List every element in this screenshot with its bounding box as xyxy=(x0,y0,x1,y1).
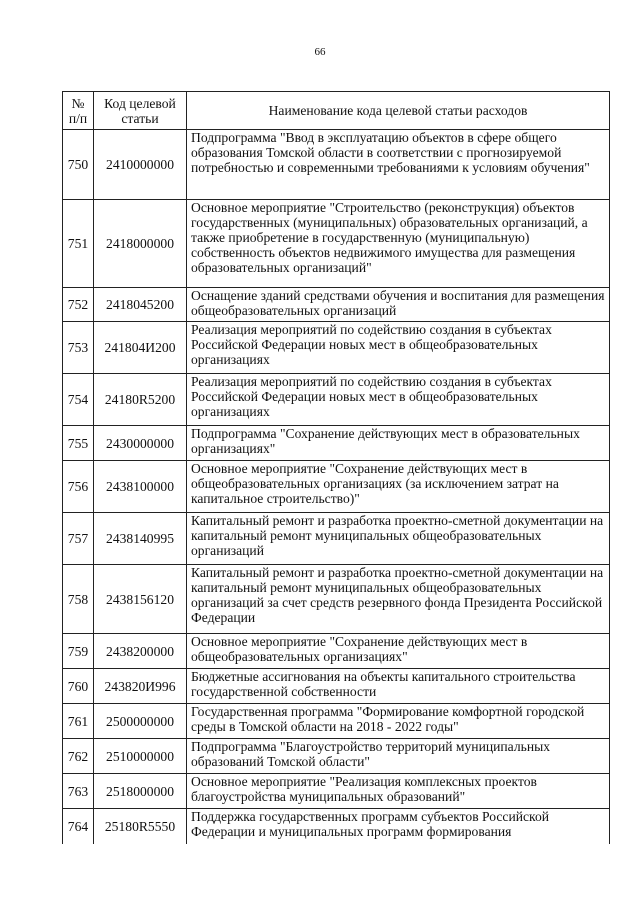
table-row xyxy=(63,809,610,844)
target-codes-table xyxy=(62,91,610,844)
row-num: 759 xyxy=(63,634,94,669)
row-code: 2500000000 xyxy=(94,704,187,739)
row-code: 2430000000 xyxy=(94,426,187,461)
row-name: Подпрограмма "Сохранение действующих мест в образовательных организациях" xyxy=(187,426,610,461)
row-num: 750 xyxy=(63,130,94,200)
row-code: 2438140995 xyxy=(94,513,187,565)
row-name: Основное мероприятие "Строительство (реконструкция) объектов государственных (муниципальных) образовательных организаций, а также приобретение в государственную (муниципальную) собственность объектов недвижимого имущества для размещения образовательных организаций" xyxy=(187,200,610,288)
table-row xyxy=(63,565,610,634)
row-name: Основное мероприятие "Реализация комплексных проектов благоустройства муниципальных образований" xyxy=(187,774,610,809)
table-row xyxy=(63,288,610,322)
row-num: 764 xyxy=(63,809,94,844)
row-code: 2418000000 xyxy=(94,200,187,288)
row-name: Подпрограмма "Благоустройство территорий муниципальных образований Томской области" xyxy=(187,739,610,774)
row-code: 24180R5200 xyxy=(94,374,187,426)
row-name: Реализация мероприятий по содействию создания в субъектах Российской Федерации новых мест в общеобразовательных организациях xyxy=(187,374,610,426)
row-name: Поддержка государственных программ субъектов Российской Федерации и муниципальных программ формирования xyxy=(187,809,610,844)
table-row xyxy=(63,461,610,513)
row-num: 757 xyxy=(63,513,94,565)
row-name: Реализация мероприятий по содействию создания в субъектах Российской Федерации новых мест в общеобразовательных организациях xyxy=(187,322,610,374)
row-name: Капитальный ремонт и разработка проектно-сметной документации на капитальный ремонт муниципальных общеобразовательных организаций за счет средств резервного фонда Президента Российской Федерации xyxy=(187,565,610,634)
header-name: Наименование кода целевой статьи расходов xyxy=(187,92,610,130)
row-name: Бюджетные ассигнования на объекты капитального строительства государственной собственности xyxy=(187,669,610,704)
table-row xyxy=(63,669,610,704)
row-num: 760 xyxy=(63,669,94,704)
row-num: 754 xyxy=(63,374,94,426)
row-code: 2438200000 xyxy=(94,634,187,669)
row-code: 2438100000 xyxy=(94,461,187,513)
row-code: 2518000000 xyxy=(94,774,187,809)
table-row xyxy=(63,426,610,461)
row-num: 753 xyxy=(63,322,94,374)
row-num: 756 xyxy=(63,461,94,513)
table-row xyxy=(63,513,610,565)
table-row xyxy=(63,322,610,374)
row-name: Оснащение зданий средствами обучения и воспитания для размещения общеобразовательных организаций xyxy=(187,288,610,322)
row-num: 751 xyxy=(63,200,94,288)
row-num: 752 xyxy=(63,288,94,322)
row-num: 763 xyxy=(63,774,94,809)
row-code: 25180R5550 xyxy=(94,809,187,844)
row-code: 243820И996 xyxy=(94,669,187,704)
row-code: 241804И200 xyxy=(94,322,187,374)
table-header-row xyxy=(63,92,610,130)
row-num: 761 xyxy=(63,704,94,739)
table-row xyxy=(63,200,610,288)
table-row xyxy=(63,130,610,200)
table-row xyxy=(63,374,610,426)
row-name: Государственная программа "Формирование комфортной городской среды в Томской области на 2018 - 2022 годы" xyxy=(187,704,610,739)
row-num: 762 xyxy=(63,739,94,774)
table-row xyxy=(63,634,610,669)
row-code: 2510000000 xyxy=(94,739,187,774)
row-code: 2418045200 xyxy=(94,288,187,322)
table-row xyxy=(63,774,610,809)
row-code: 2438156120 xyxy=(94,565,187,634)
header-code: Код целевой статьи xyxy=(94,92,187,130)
row-name: Подпрограмма "Ввод в эксплуатацию объектов в сфере общего образования Томской области в соответствии с прогнозируемой потребностью и современными требованиями к условиям обучения" xyxy=(187,130,610,200)
row-num: 755 xyxy=(63,426,94,461)
row-name: Капитальный ремонт и разработка проектно-сметной документации на капитальный ремонт муниципальных общеобразовательных организаций xyxy=(187,513,610,565)
row-num: 758 xyxy=(63,565,94,634)
page-number: 66 xyxy=(314,46,326,58)
row-name: Основное мероприятие "Сохранение действующих мест в общеобразовательных организациях (за исключением затрат на капитальное строительство)" xyxy=(187,461,610,513)
table-row xyxy=(63,704,610,739)
row-name: Основное мероприятие "Сохранение действующих мест в общеобразовательных организациях" xyxy=(187,634,610,669)
header-num: № п/п xyxy=(63,92,94,130)
table-row xyxy=(63,739,610,774)
row-code: 2410000000 xyxy=(94,130,187,200)
